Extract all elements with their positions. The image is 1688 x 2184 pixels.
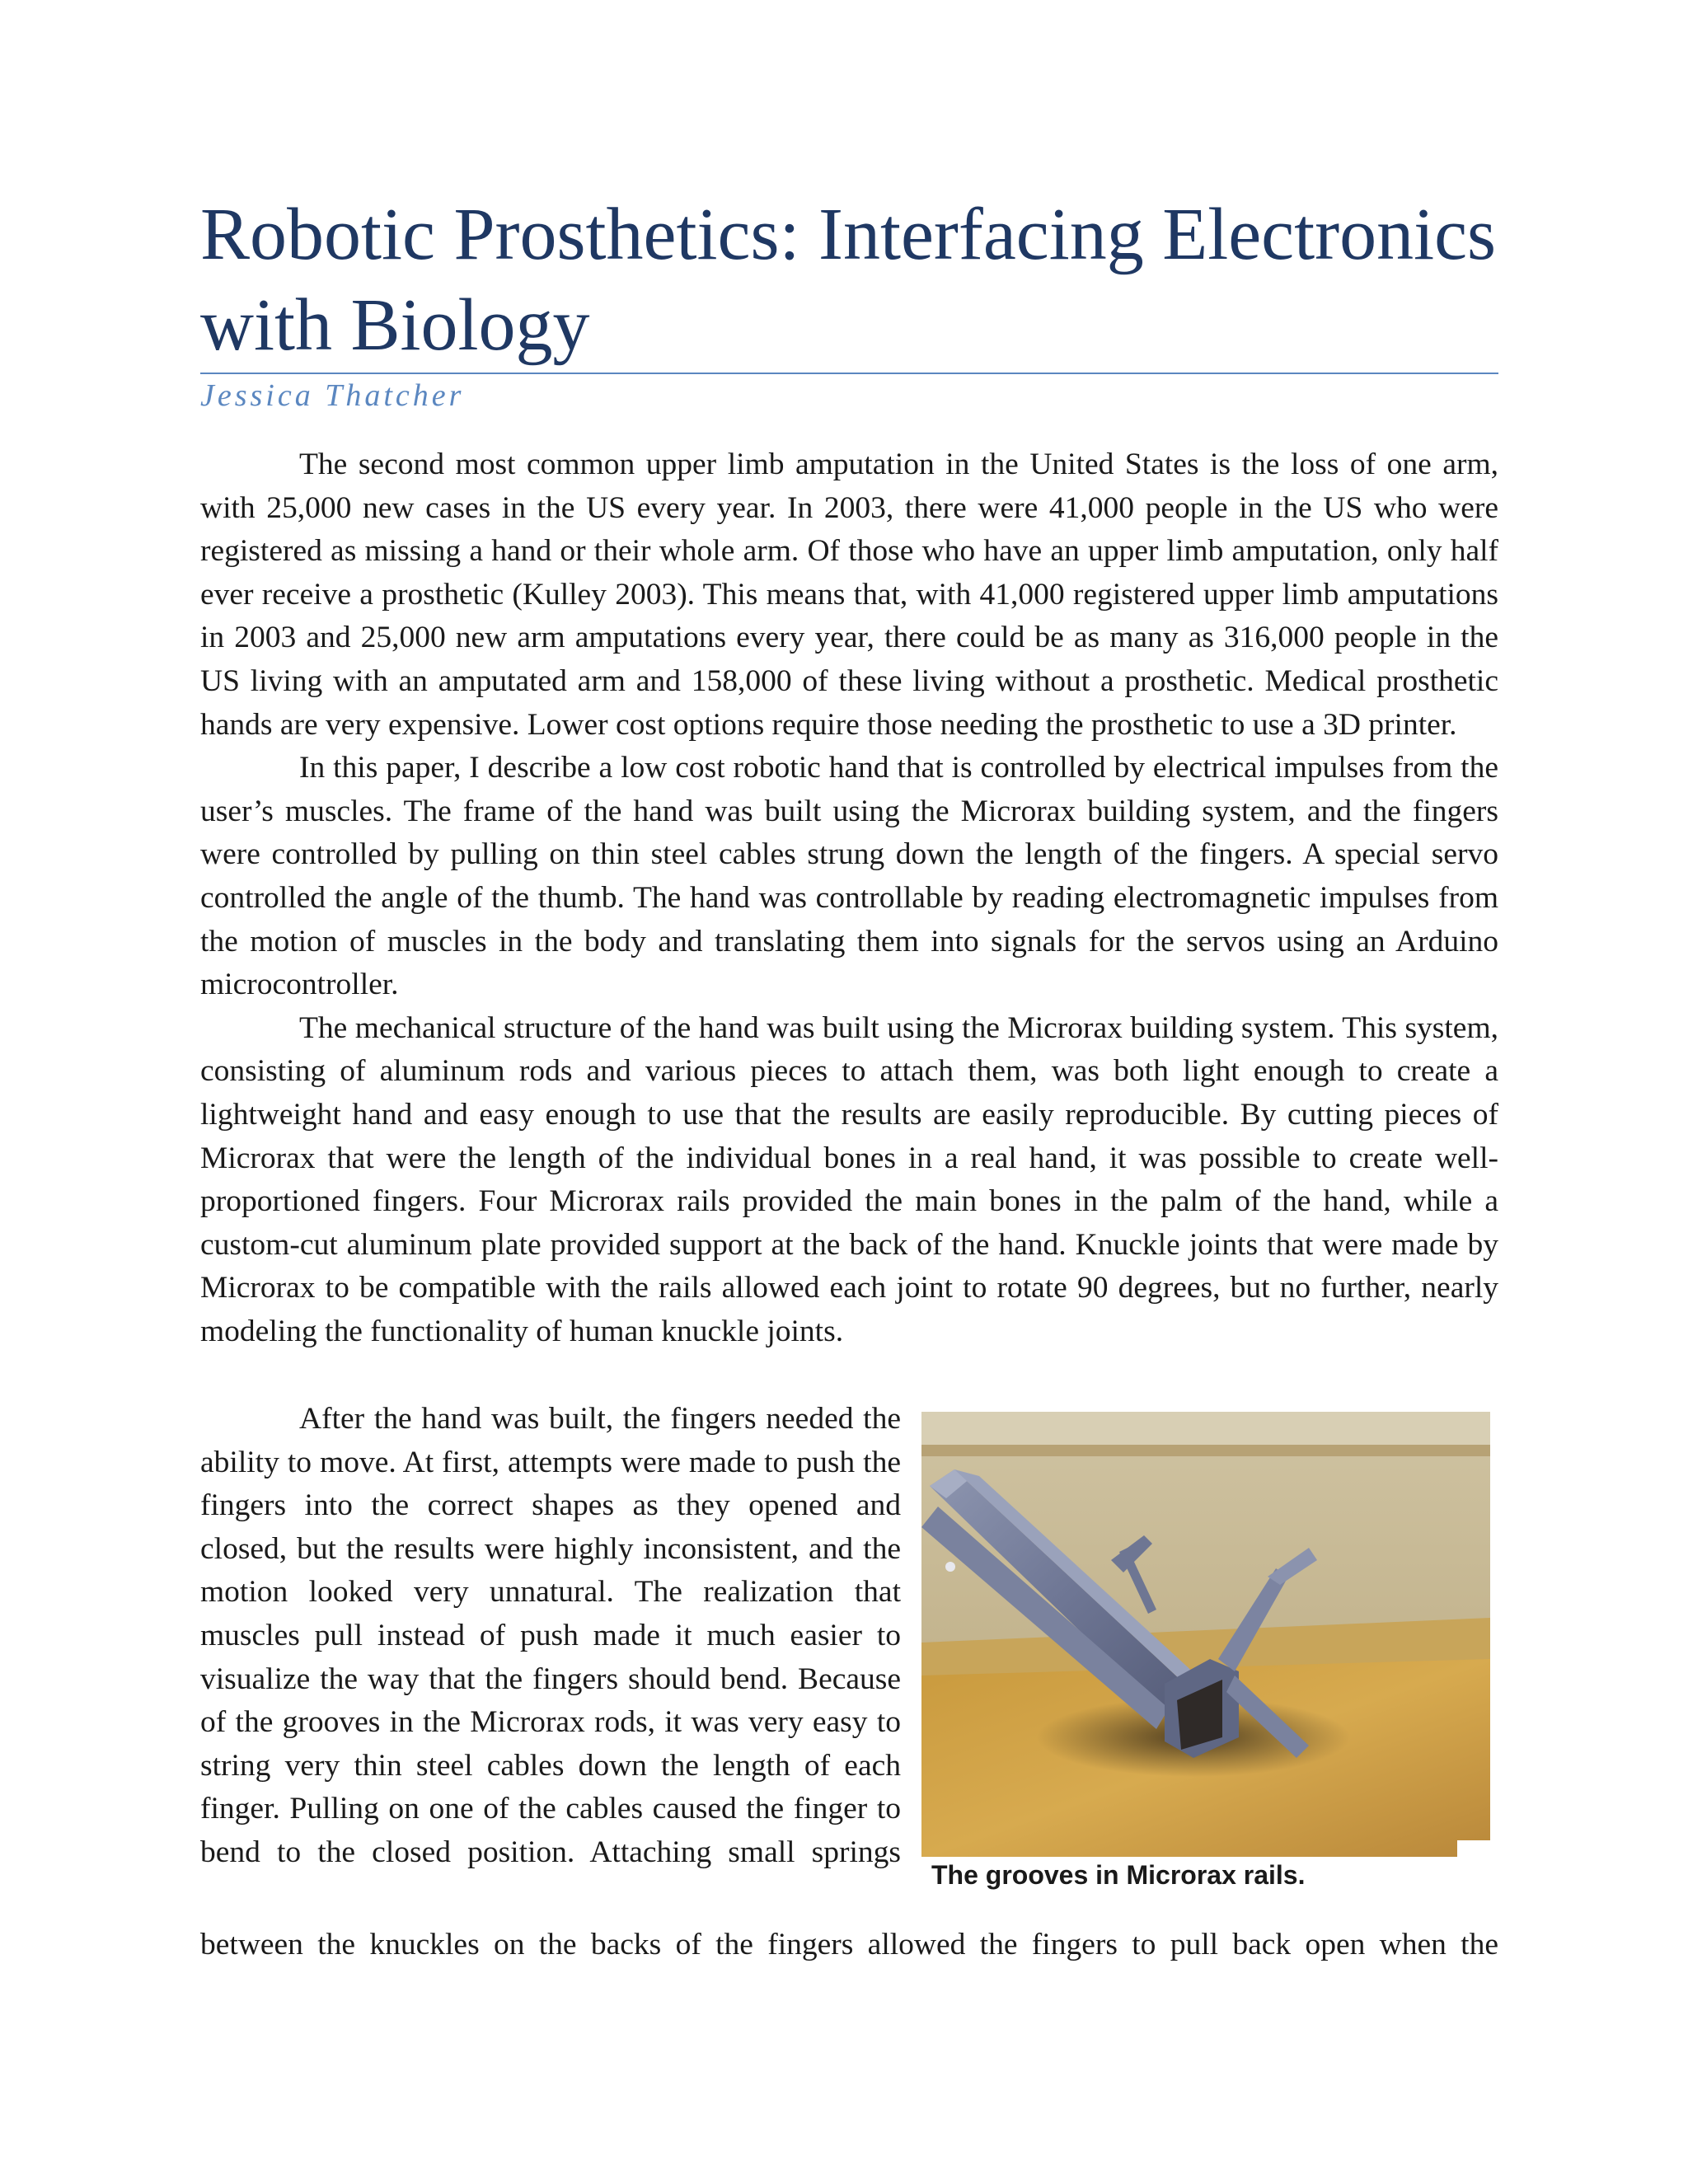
body-text-full-width — [200, 443, 1498, 1353]
microrax-rails-photo — [921, 1412, 1490, 1857]
author-name: Jessica Thatcher — [200, 378, 465, 413]
body-text-wrapped — [200, 1398, 901, 1875]
figure — [921, 1412, 1490, 1857]
microrax-rails-photo-drawing — [921, 1412, 1490, 1857]
title-divider — [200, 373, 1498, 374]
paper-title: Robotic Prosthetics: Interfacing Electronics with Biology — [200, 194, 1497, 366]
paragraph-2: In this paper, I describe a low cost robotic hand that is controlled by electrical impulses from the user’s muscles. The frame of the hand was built using the Microrax building system, and the fingers were controlled by pulling on thin steel cables strung down the length of the fingers. A special servo controlled the angle of the thumb. The hand was controllable by reading electromagnetic impulses from the motion of muscles in the body and translating them into signals for the servos using an Arduino microcontroller. — [200, 751, 1498, 1002]
figure-caption: The grooves in Microrax rails. — [931, 1860, 1306, 1890]
paragraph-3: The mechanical structure of the hand was built using the Microrax building system. This system, consisting of aluminum rods and various pieces to attach them, was both light enough to create a lightweight hand and easy enough to use that the results are easily reproducible. By cutting pieces of Microrax that were the length of the individual bones in a real hand, it was possible to create well-proportioned fingers. Four Microrax rails provided the main bones in the palm of the hand, while a custom-cut aluminum plate provided support at the back of the hand. Knuckle joints that were made by Microrax to be compatible with the rails allowed each joint to rotate 90 degrees, but no further, nearly modeling the functionality of human knuckle joints. — [200, 1010, 1498, 1348]
paragraph-continuation: between the knuckles on the backs of the fingers allowed the fingers to pull back open when the — [200, 1928, 1498, 1961]
paragraph-1: The second most common upper limb amputation in the United States is the loss of one arm, with 25,000 new cases in the US every year. In 2003, there were 41,000 people in the US who were registered as missing a hand or their whole arm. Of those who have an upper limb amputation, only half ever receive a prosthetic (Kulley 2003). This means that, with 41,000 registered upper limb amputations in 2003 and 25,000 new arm amputations every year, there could be as many as 316,000 people in the US living with an amputated arm and 158,000 of these living without a prosthetic. Medical prosthetic hands are very expensive. Lower cost options require those needing the prosthetic to use a 3D printer. — [200, 448, 1498, 742]
paragraph-4: After the hand was built, the fingers needed the ability to move. At first, attempts were made to push the fingers into the correct shapes as they opened and closed, but the results were highly inconsistent, and the motion looked very unnatural. The realization that muscles pull instead of push made it much easier to visualize the way that the fingers should bend. Because of the grooves in the Microrax rods, it was very easy to string very thin steel cables down the length of each finger. Pulling on one of the cables caused the finger to bend to the closed position. Attaching small springs — [200, 1402, 901, 1869]
